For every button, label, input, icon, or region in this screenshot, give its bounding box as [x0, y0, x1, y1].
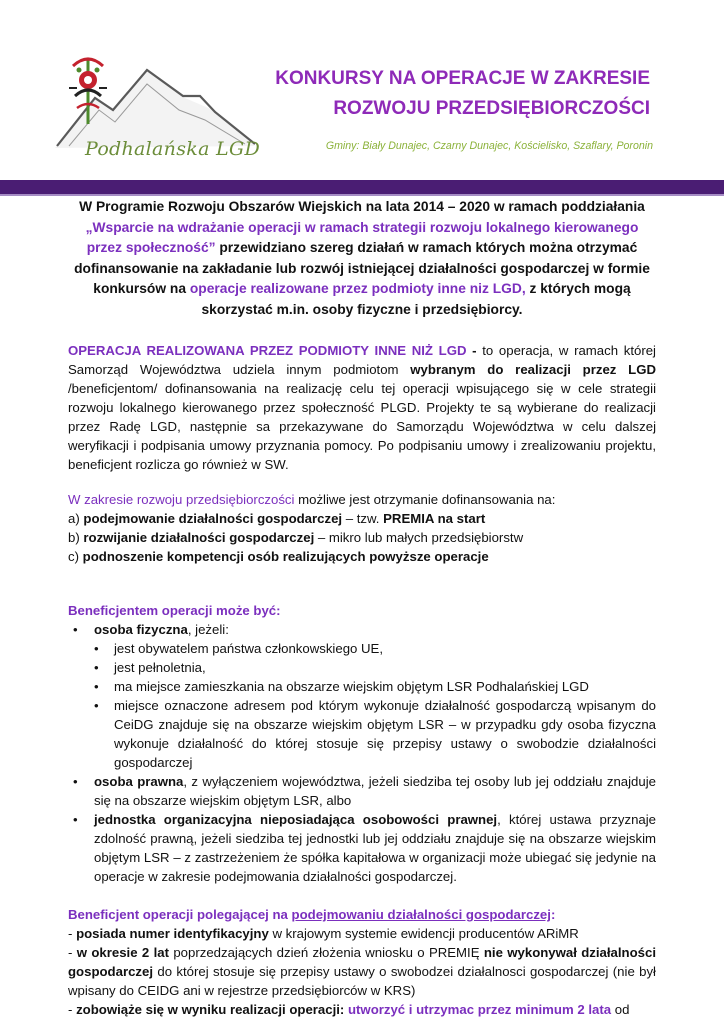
logo-text: Podhalańska LGD [85, 138, 260, 160]
zakres-a-mid: – tzw. [342, 511, 384, 526]
list-item: • jest obywatelem państwa członkowskiego UE, [94, 639, 656, 658]
zakres-c-prefix: c) [68, 549, 83, 564]
zakres-item-c [68, 547, 656, 566]
title-line-1: KONKURSY NA OPERACJE W ZAKRESIE [275, 68, 650, 89]
req-1-rest: w krajowym systemie ewidencji producentów ARiMR [268, 926, 579, 941]
req-3-purple: utworzyć i utrzymac przez minimum 2 lata [347, 1002, 612, 1017]
zakres-b-bold: rozwijanie działalności gospodarczej [83, 530, 315, 545]
podejmowanie-heading-underlined: podejmowaniu działalności gospodarczej [291, 907, 551, 922]
req-1-bold: posiada numer identyfikacyjny [76, 926, 269, 941]
operacja-paragraph [68, 341, 656, 474]
zakres-section [68, 490, 656, 566]
list-item-jednostka [68, 810, 656, 886]
list-item: • miejsce oznaczone adresem pod którym wykonuje działalność gospodarczą wpisanym do CeiDG znajduje się na obszarze wiejskim objętym LSR – w przypadku gdy osoba fizyczna wykonuje działalność do której stosuje się przepisy ustawy o swobodzie działalności gospodarczej [94, 696, 656, 772]
beneficjent-section [68, 601, 656, 886]
req-3-rest: od [611, 1002, 630, 1017]
operacja-text-1: to operacja, w ramach której Samorząd Województwa udziela innym podmiotom [68, 343, 656, 377]
list-item-osoba-fizyczna [68, 620, 656, 772]
podejmowanie-heading-colon: : [550, 907, 556, 922]
document-body [68, 196, 656, 1019]
operacja-text-2: /beneficjentom/ dofinansowania na realizację celu tej operacji wpisującego się w cele strategii rozwoju lokalnego kierowanego przez społeczność PLGD. Projekty te są wybierane do realizacji przez Radę LGD, następnie sa przekazywane do Samorządu Województwa w celu dalszej weryfikacji i podpisania umowy przyznania pomocy. Po podpisaniu umowy i zrealizowaniu projektu, beneficjent rozlicza go również w SW. [68, 381, 656, 472]
osoba-fizyczna-bold: osoba fizyczna [94, 622, 188, 637]
podejmowanie-req-2 [68, 943, 656, 1000]
list-item: • ma miejsce zamieszkania na obszarze wiejskim objętym LSR Podhalańskiej LGD [94, 677, 656, 696]
req-3-dash: - [68, 1002, 77, 1017]
req-2-mid: poprzedzających dzień złożenia wniosku o PREMIĘ [168, 945, 484, 960]
zakres-b-prefix: b) [68, 530, 84, 545]
zakres-lead-purple: W zakresie rozwoju przedsiębiorczości [68, 492, 295, 507]
req-2-rest: do której stosuje się przepisy ustawy o swobodzei działalnosci gospodarczej (nie był wpisany do CEIDG ani w rejestrze przedsiębiorców w KRS) [68, 964, 656, 998]
intro-paragraph [68, 197, 656, 320]
header-divider-bar [0, 180, 724, 194]
zakres-lead-rest: możliwe jest otrzymanie dofinansowania na: [294, 492, 556, 507]
req-1-dash: - [68, 926, 77, 941]
zakres-item-b [68, 528, 656, 547]
operacja-bold: wybranym do realizacji przez LGD [410, 362, 656, 377]
title-line-2: ROZWOJU PRZEDSIĘBIORCZOŚCI [333, 98, 650, 119]
list-item: • jest pełnoletnia, [94, 658, 656, 677]
zakres-lead [68, 490, 656, 509]
intro-text-3: z których mogą skorzystać m.in. osoby fizyczne i przedsiębiorcy. [201, 281, 631, 317]
osoba-prawna-bold: osoba prawna [94, 774, 184, 789]
podejmowanie-req-3 [68, 1000, 656, 1019]
intro-text-1: W Programie Rozwoju Obszarów Wiejskich na lata 2014 – 2020 w ramach poddziałania [79, 199, 645, 214]
zakres-item-a [68, 509, 656, 528]
gminy-subtitle: Gminy: Biały Dunajec, Czarny Dunajec, Kościelisko, Szaflary, Poronin [325, 140, 653, 152]
beneficjent-heading: Beneficjentem operacji może być: [68, 603, 281, 618]
header [0, 0, 724, 180]
list-item-osoba-prawna [68, 772, 656, 810]
osoba-fizyczna-rest: , jeżeli: [187, 622, 229, 637]
req-2-bold: w okresie 2 lat [76, 945, 169, 960]
zakres-a-bold: podejmowanie działalności gospodarczej [83, 511, 343, 526]
osoba-prawna-rest: , z wyłączeniem województwa, jeżeli siedziba tej osoby lub jej oddziału znajduje się na obszarze wiejskim objętym LSR, albo [94, 774, 656, 808]
podejmowanie-req-1 [68, 924, 656, 943]
osoba-fizyczna-sublist [94, 639, 656, 772]
podejmowanie-heading [68, 905, 656, 924]
operacja-heading: OPERACJA REALIZOWANA PRZEZ PODMIOTY INNE NIŻ LGD [68, 343, 467, 358]
zakres-c-bold: podnoszenie kompetencji osób realizujących powyższe operacje [82, 549, 489, 564]
req-2-bold2: nie wykonywał działalności gospodarczej [68, 945, 656, 979]
jednostka-bold: jednostka organizacyjna nieposiadająca osobowości prawnej [94, 812, 498, 827]
podhalanska-lgd-logo [55, 40, 270, 165]
podejmowanie-heading-a: Beneficjent operacji polegającej na [68, 907, 292, 922]
zakres-a-bold2: PREMIA na start [383, 511, 486, 526]
intro-text-2: przewidziano szereg działań w ramach których można otrzymać dofinansowanie na zakładanie lub rozwój istniejącej działalności gospodarczej w formie konkursów na [74, 240, 650, 296]
page-title [275, 64, 650, 124]
operacja-dash: - [466, 343, 483, 358]
beneficjent-list [68, 620, 656, 886]
zakres-b-rest: – mikro lub małych przedsiębiorstw [314, 530, 524, 545]
intro-operacje-highlight: operacje realizowane przez podmioty inne niz LGD, [189, 281, 526, 296]
intro-program-name: „Wsparcie na wdrażanie operacji w ramach strategii rozwoju lokalnego kierowanego przez społeczność” [85, 219, 639, 255]
zakres-a-prefix: a) [68, 511, 84, 526]
req-2-dash: - [68, 945, 77, 960]
req-3-bold: zobowiąże się w wyniku realizacji operacji: [76, 1002, 345, 1017]
podejmowanie-section [68, 905, 656, 1019]
jednostka-rest: , której ustawa przyznaje zdolność prawną, jeżeli siedziba tej jednostki lub jej oddziału znajduje się na obszarze wiejskim objętym LSR – z zastrzeżeniem że spółka kapitałowa w organizacji może ubiegać się jedynie na operacje w zakresie podejmowania działalności gospodarczej. [94, 812, 656, 884]
